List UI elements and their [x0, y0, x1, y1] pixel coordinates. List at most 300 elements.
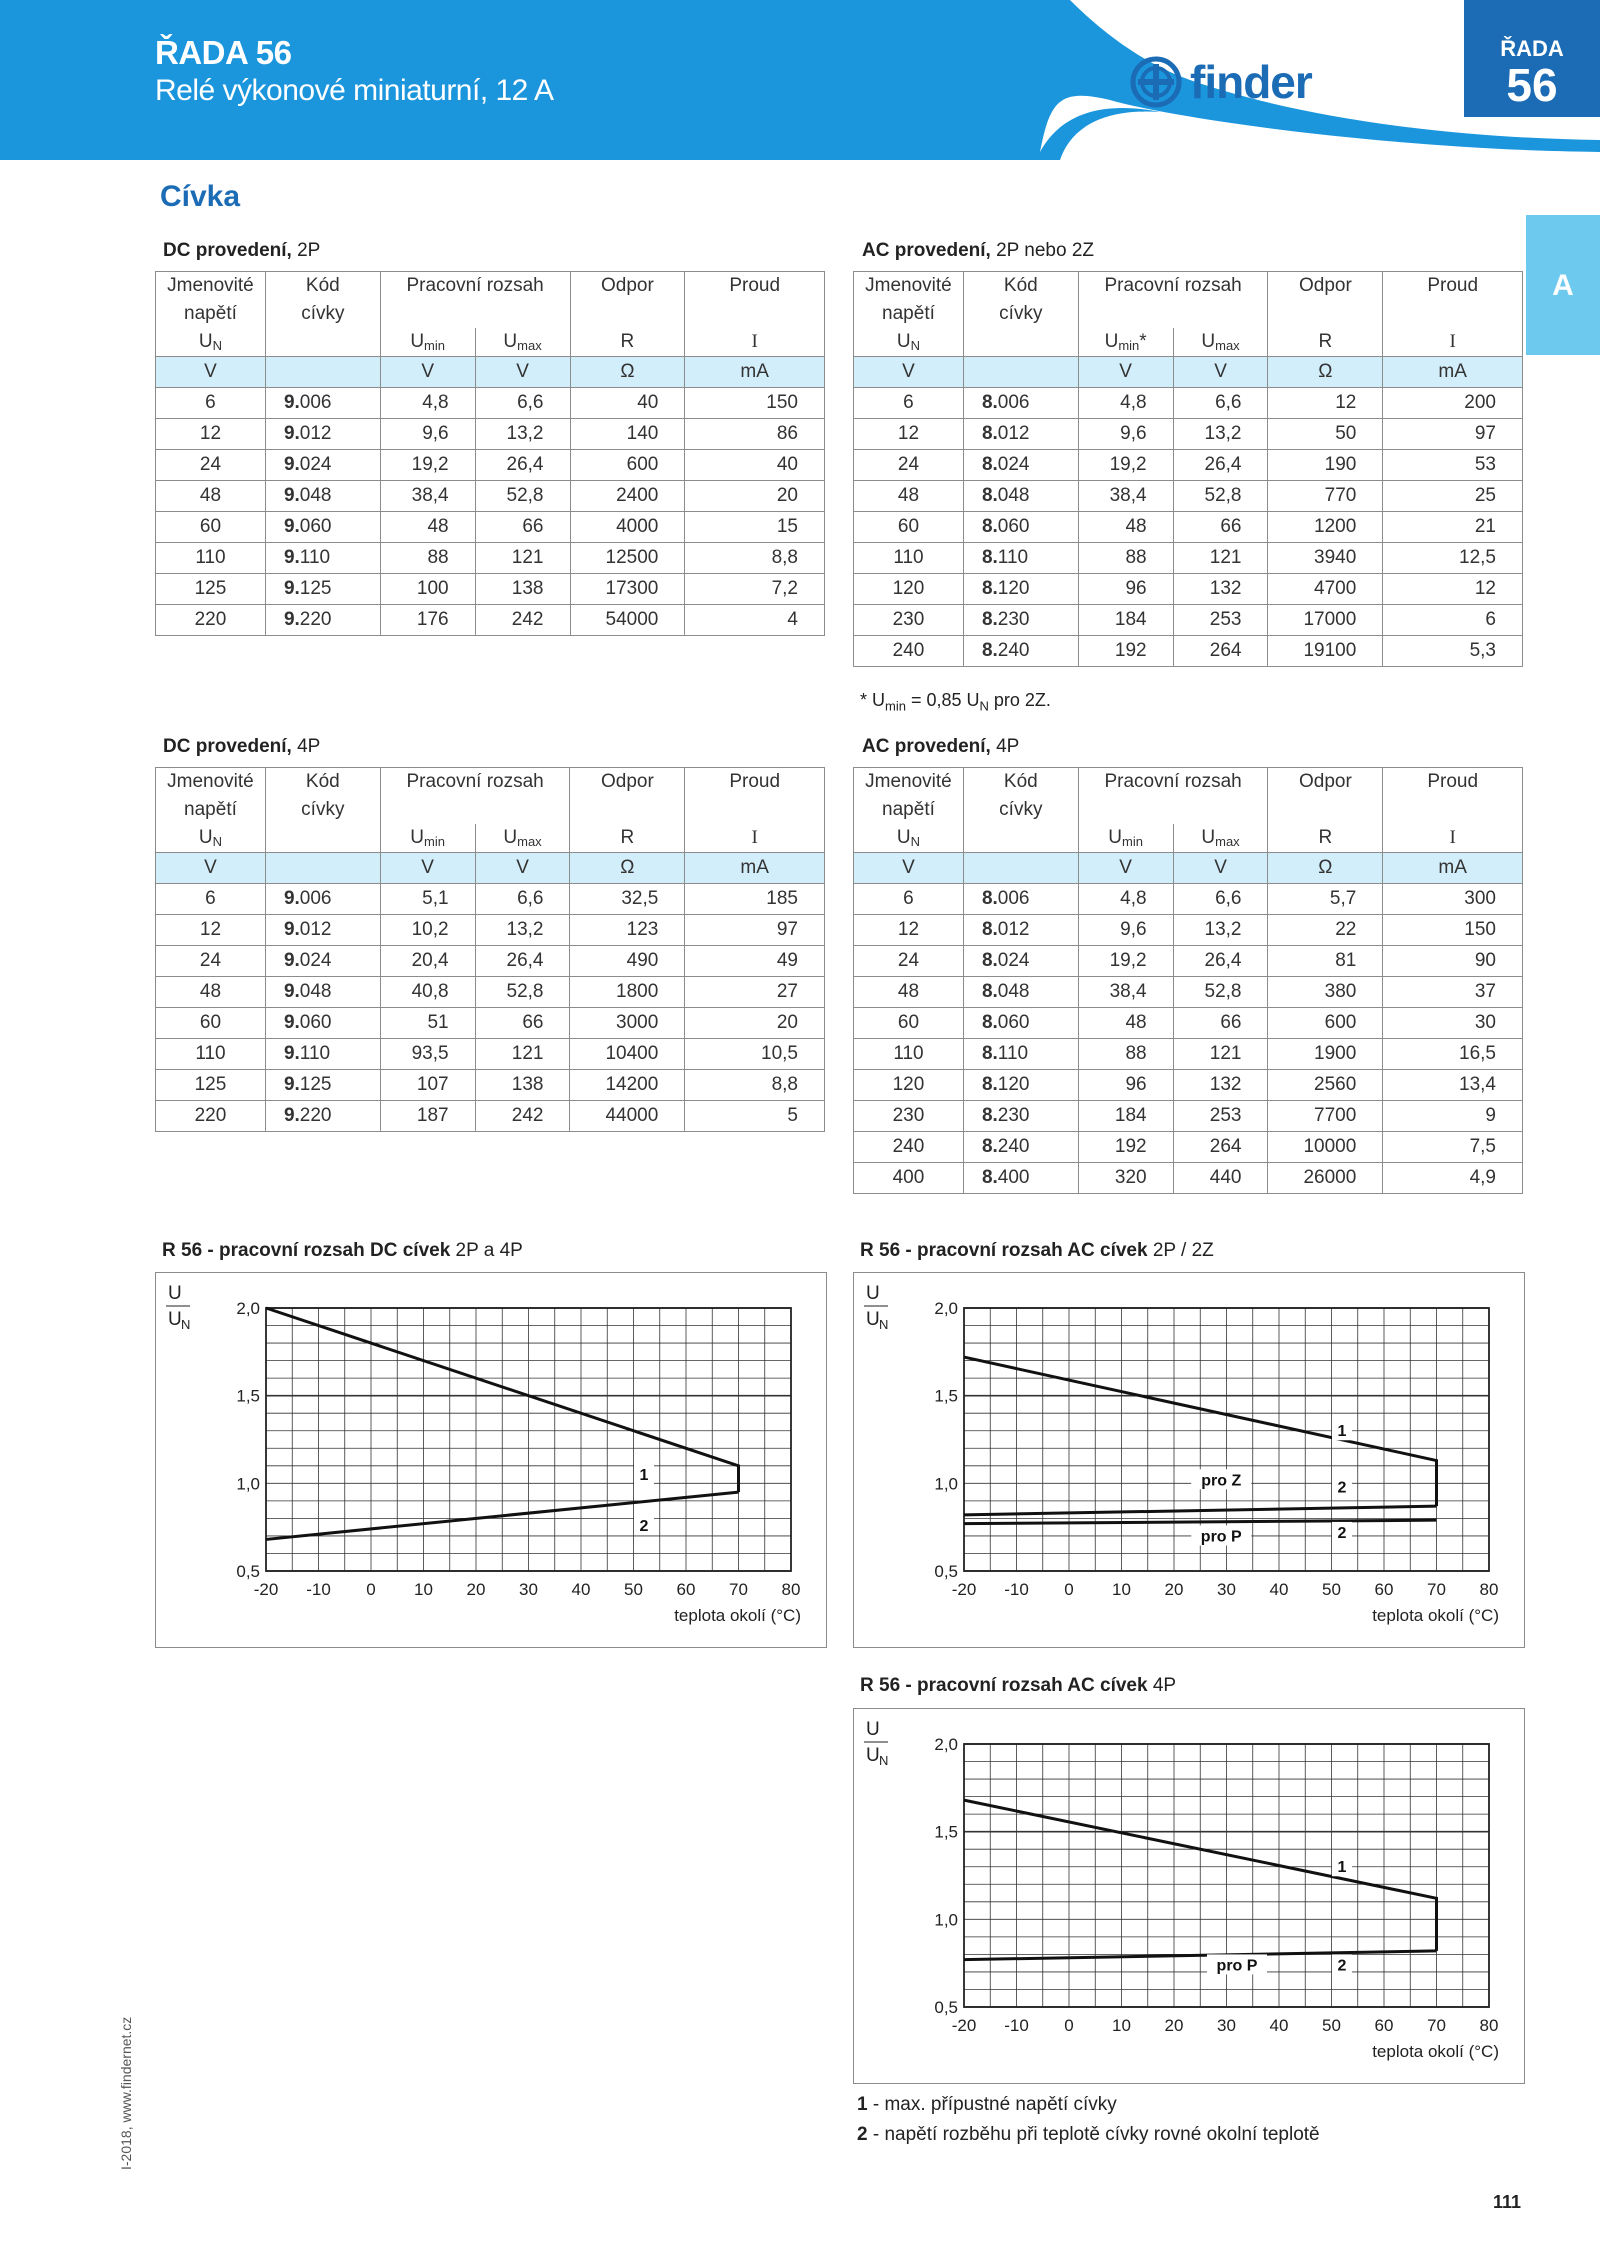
- series-tab-number: 56: [1506, 59, 1558, 111]
- coil-code-suffix: 012: [299, 423, 332, 444]
- unit-ohm: Ω: [570, 357, 685, 388]
- umin-footnote: * $U_{min} = 0,85$ $U_N$ pro 2Z.: [860, 690, 1051, 714]
- coil-code-prefix: 8.: [981, 1167, 998, 1188]
- table-row: [854, 1163, 1523, 1194]
- symbol-subscript: max: [517, 338, 542, 353]
- series-annotation: pro Z: [1201, 1472, 1242, 1490]
- coil-code-suffix: 060: [299, 1012, 332, 1033]
- table-symbol-row: [854, 824, 1523, 853]
- coil-code-suffix: 024: [997, 454, 1030, 475]
- header-resistance-2: [570, 796, 685, 824]
- symbol-umax: [475, 824, 570, 853]
- resistance-value: 3940: [1268, 543, 1383, 574]
- nominal-voltage: 125: [156, 574, 266, 605]
- table-row: [854, 1039, 1523, 1070]
- resistance-value: 32,5: [570, 884, 685, 915]
- coil-code-suffix: 060: [997, 516, 1030, 537]
- nominal-voltage: 120: [854, 574, 964, 605]
- coil-code: [963, 1101, 1078, 1132]
- resistance-value: 17000: [1268, 605, 1383, 636]
- y-axis-label-denominator: U: [866, 1309, 880, 1330]
- umin-value: 9,6: [1078, 419, 1173, 450]
- table-row: [156, 605, 825, 636]
- header-nominal-2: napětí: [156, 300, 266, 328]
- symbol-subscript: min: [424, 834, 445, 849]
- x-tick-label: 70: [1427, 2016, 1446, 2035]
- coil-code: [265, 388, 380, 419]
- nominal-voltage: 230: [854, 605, 964, 636]
- symbol-umax: [1173, 328, 1268, 357]
- y-axis-label: U: [168, 1283, 182, 1304]
- header-code: Kód: [265, 768, 380, 797]
- coil-code-suffix: 006: [997, 888, 1030, 909]
- coil-code: [963, 388, 1078, 419]
- nominal-voltage: 220: [156, 605, 266, 636]
- table-header-row: [854, 272, 1523, 301]
- coil-code-suffix: 110: [299, 547, 331, 568]
- chart-ac2p-svg: [854, 1273, 1524, 1647]
- table-header-row: [156, 768, 825, 797]
- coil-code-prefix: 8.: [981, 454, 998, 475]
- resistance-value: 380: [1268, 977, 1383, 1008]
- table-header-row: [156, 796, 825, 824]
- table-row: [854, 605, 1523, 636]
- resistance-value: 140: [570, 419, 685, 450]
- unit-v: V: [475, 357, 570, 388]
- series-annotation: 2: [1337, 1479, 1347, 1497]
- current-value: 7,5: [1383, 1132, 1523, 1163]
- header-current-2: [1383, 796, 1523, 824]
- umin-value: 19,2: [1078, 946, 1173, 977]
- chart-dc-svg: [156, 1273, 826, 1647]
- nominal-voltage: 230: [854, 1101, 964, 1132]
- current-value: 185: [685, 884, 825, 915]
- x-tick-label: 30: [519, 1580, 538, 1599]
- chart-ac2p: [853, 1272, 1525, 1648]
- umin-value: 48: [1078, 512, 1173, 543]
- unit-ohm: Ω: [1268, 357, 1383, 388]
- table-row: [156, 1008, 825, 1039]
- symbol: U: [1201, 827, 1216, 848]
- header-current-2: [1383, 300, 1523, 328]
- current-value: 27: [685, 977, 825, 1008]
- header-range-2: [380, 300, 570, 328]
- coil-code-prefix: 8.: [981, 888, 998, 909]
- symbol: U: [503, 331, 518, 352]
- x-tick-label: 70: [1427, 1580, 1446, 1599]
- current-value: 20: [685, 1008, 825, 1039]
- coil-code-prefix: 8.: [981, 640, 998, 661]
- y-tick-label: 1,5: [934, 1822, 958, 1842]
- coil-table-ac2p: [853, 271, 1523, 667]
- umin-value: 192: [1078, 636, 1173, 667]
- nominal-voltage: 110: [854, 543, 964, 574]
- umin-value: 4,8: [1078, 884, 1173, 915]
- symbol: U: [1108, 827, 1123, 848]
- table-row: [854, 977, 1523, 1008]
- umin-value: 19,2: [380, 450, 475, 481]
- umin-value: 192: [1078, 1132, 1173, 1163]
- x-tick-label: 30: [1217, 2016, 1236, 2035]
- symbol: U: [503, 827, 518, 848]
- table-row: [854, 419, 1523, 450]
- unit-code: [265, 357, 380, 388]
- unit-v: V: [380, 853, 475, 884]
- umax-value: 52,8: [1173, 481, 1268, 512]
- x-tick-label: -20: [253, 1580, 279, 1599]
- symbol-i: I: [685, 328, 825, 357]
- resistance-value: 490: [570, 946, 685, 977]
- umin-value: 9,6: [380, 419, 475, 450]
- nominal-voltage: 6: [156, 388, 266, 419]
- coil-code-prefix: 8.: [981, 1074, 998, 1095]
- symbol-subscript: N: [212, 338, 223, 353]
- unit-v: V: [854, 853, 964, 884]
- y-tick-label: 0,5: [934, 1998, 958, 2017]
- umin-value: 88: [1078, 1039, 1173, 1070]
- coil-code: [265, 1070, 380, 1101]
- series-line-2: [964, 1520, 1437, 1524]
- coil-code-suffix: 006: [299, 392, 332, 413]
- umin-value: 48: [380, 512, 475, 543]
- coil-code-suffix: 060: [299, 516, 332, 537]
- series-tab-label: ŘADA: [1500, 36, 1564, 61]
- current-value: 13,4: [1383, 1070, 1523, 1101]
- y-axis-label: U: [866, 1283, 880, 1304]
- table-row: [156, 1101, 825, 1132]
- symbol-i: I: [1383, 824, 1523, 853]
- header-nominal: Jmenovité: [156, 768, 266, 797]
- coil-code-prefix: 9.: [283, 392, 300, 413]
- x-tick-label: 50: [1322, 1580, 1341, 1599]
- coil-code-suffix: 125: [299, 1074, 332, 1095]
- symbol: U: [410, 331, 425, 352]
- umax-value: 6,6: [475, 388, 570, 419]
- header-current: Proud: [1383, 768, 1523, 797]
- umin-value: 100: [380, 574, 475, 605]
- symbol-r: R: [570, 824, 685, 853]
- coil-code-suffix: 240: [997, 1136, 1030, 1157]
- x-tick-label: 10: [1112, 2016, 1131, 2035]
- umin-value: 107: [380, 1070, 475, 1101]
- header-nominal-2: napětí: [854, 796, 964, 824]
- umin-value: 4,8: [380, 388, 475, 419]
- unit-v: V: [475, 853, 570, 884]
- symbol-subscript: N: [910, 338, 921, 353]
- umax-value: 138: [475, 1070, 570, 1101]
- current-value: 25: [1383, 481, 1523, 512]
- series-annotation: pro P: [1200, 1528, 1242, 1546]
- unit-v: V: [1078, 357, 1173, 388]
- x-tick-label: 40: [1269, 2016, 1289, 2035]
- header-resistance: Odpor: [570, 272, 685, 301]
- umin-value: 176: [380, 605, 475, 636]
- unit-code: [265, 853, 380, 884]
- symbol-subscript: max: [1215, 834, 1240, 849]
- coil-code-prefix: 9.: [283, 1012, 300, 1033]
- umax-value: 264: [1173, 1132, 1268, 1163]
- coil-code: [265, 419, 380, 450]
- current-value: 53: [1383, 450, 1523, 481]
- coil-code-suffix: 024: [997, 950, 1030, 971]
- resistance-value: 12: [1268, 388, 1383, 419]
- symbol-r: R: [570, 328, 685, 357]
- x-axis-label: teplota okolí (°C): [1372, 2042, 1499, 2061]
- coil-code-prefix: 9.: [283, 454, 300, 475]
- resistance-value: 12500: [570, 543, 685, 574]
- table-header-row: [854, 300, 1523, 328]
- coil-code-suffix: 012: [997, 919, 1030, 940]
- table-row: [156, 574, 825, 605]
- coil-code: [265, 1039, 380, 1070]
- symbol-subscript: min: [1122, 834, 1143, 849]
- umin-value: 187: [380, 1101, 475, 1132]
- coil-code-suffix: 230: [997, 1105, 1030, 1126]
- header-resistance: Odpor: [570, 768, 685, 797]
- nominal-voltage: 48: [854, 977, 964, 1008]
- current-value: 97: [1383, 419, 1523, 450]
- current-value: 7,2: [685, 574, 825, 605]
- current-value: 49: [685, 946, 825, 977]
- coil-code: [963, 1070, 1078, 1101]
- y-axis-label-subscript: N: [879, 1317, 889, 1332]
- coil-code-suffix: 230: [997, 609, 1030, 630]
- umin-value: 184: [1078, 1101, 1173, 1132]
- umax-value: 66: [1173, 1008, 1268, 1039]
- coil-table-dc4p: [155, 767, 825, 1132]
- coil-code: [963, 1008, 1078, 1039]
- umax-value: 440: [1173, 1163, 1268, 1194]
- table-header-row: [156, 272, 825, 301]
- umax-value: 253: [1173, 1101, 1268, 1132]
- chart-title-ac4p: R 56 - pracovní rozsah AC cívek 4P: [860, 1675, 1177, 1696]
- umin-value: 88: [380, 543, 475, 574]
- legend-item-1: 1 - max. přípustné napětí cívky: [857, 2094, 1117, 2115]
- coil-code: [963, 636, 1078, 667]
- umax-value: 26,4: [475, 946, 570, 977]
- umax-value: 121: [475, 543, 570, 574]
- header-code-2: cívky: [963, 796, 1078, 824]
- nominal-voltage: 220: [156, 1101, 266, 1132]
- table-row: [854, 1008, 1523, 1039]
- table-row: [156, 419, 825, 450]
- symbol-umin: [380, 328, 475, 357]
- coil-code-prefix: 9.: [283, 609, 300, 630]
- y-tick-label: 2,0: [934, 1299, 958, 1318]
- nominal-voltage: 6: [156, 884, 266, 915]
- umax-value: 66: [1173, 512, 1268, 543]
- x-tick-label: -20: [951, 1580, 977, 1599]
- nominal-voltage: 110: [156, 543, 266, 574]
- header-current-2: [685, 300, 825, 328]
- current-value: 12: [1383, 574, 1523, 605]
- chart-ac4p: [853, 1708, 1525, 2084]
- coil-code-suffix: 048: [997, 981, 1030, 1002]
- section-side-tab: A: [1526, 215, 1600, 355]
- current-value: 40: [685, 450, 825, 481]
- umax-value: 13,2: [1173, 419, 1268, 450]
- y-axis-label: U: [866, 1719, 880, 1740]
- coil-code: [963, 512, 1078, 543]
- header-nominal: Jmenovité: [156, 272, 266, 301]
- x-axis-label: teplota okolí (°C): [1372, 1606, 1499, 1625]
- coil-code-suffix: 110: [997, 1043, 1029, 1064]
- resistance-value: 1200: [1268, 512, 1383, 543]
- section-title: Cívka: [160, 180, 241, 213]
- coil-code: [963, 450, 1078, 481]
- header-resistance: Odpor: [1268, 768, 1383, 797]
- table-row: [156, 543, 825, 574]
- page-number: 111: [1493, 2192, 1522, 2212]
- umax-value: 52,8: [475, 481, 570, 512]
- umax-value: 6,6: [1173, 884, 1268, 915]
- resistance-value: 3000: [570, 1008, 685, 1039]
- coil-code: [265, 481, 380, 512]
- y-tick-label: 1,0: [236, 1474, 260, 1494]
- table-units-row: [156, 357, 825, 388]
- table-units-row: [854, 357, 1523, 388]
- coil-code: [963, 1039, 1078, 1070]
- x-tick-label: 40: [571, 1580, 591, 1599]
- header-code-2: cívky: [265, 300, 380, 328]
- table-row: [854, 884, 1523, 915]
- coil-code-prefix: 8.: [981, 1136, 998, 1157]
- coil-code: [265, 512, 380, 543]
- y-tick-label: 1,0: [934, 1910, 958, 1930]
- coil-code-prefix: 8.: [981, 919, 998, 940]
- symbol-code: [963, 328, 1078, 357]
- coil-code: [963, 574, 1078, 605]
- coil-code-suffix: 400: [997, 1167, 1030, 1188]
- coil-code-suffix: 110: [997, 547, 1029, 568]
- coil-code-prefix: 8.: [981, 485, 998, 506]
- table-row: [854, 388, 1523, 419]
- nominal-voltage: 125: [156, 1070, 266, 1101]
- series-annotation: 1: [639, 1467, 649, 1485]
- current-value: 30: [1383, 1008, 1523, 1039]
- header-current: Proud: [685, 768, 825, 797]
- coil-code-prefix: 9.: [283, 1074, 300, 1095]
- footer-website: I-2018, www.findernet.cz: [118, 2016, 134, 2170]
- coil-code-prefix: 9.: [283, 423, 300, 444]
- unit-v: V: [156, 853, 266, 884]
- nominal-voltage: 60: [854, 512, 964, 543]
- unit-code: [963, 853, 1078, 884]
- coil-code-suffix: 060: [997, 1012, 1030, 1033]
- coil-code-prefix: 9.: [283, 1043, 300, 1064]
- table-header-row: [854, 768, 1523, 797]
- symbol-code: [265, 824, 380, 853]
- symbol: U: [1201, 331, 1216, 352]
- unit-ma: mA: [1383, 357, 1523, 388]
- header-resistance-2: [570, 300, 685, 328]
- header-code: Kód: [265, 272, 380, 301]
- coil-code-suffix: 012: [299, 919, 332, 940]
- resistance-value: 40: [570, 388, 685, 419]
- header-nominal: Jmenovité: [854, 272, 964, 301]
- current-value: 15: [685, 512, 825, 543]
- coil-code-prefix: 9.: [283, 547, 300, 568]
- coil-code: [265, 543, 380, 574]
- y-axis-label-subscript: N: [181, 1317, 191, 1332]
- current-value: 20: [685, 481, 825, 512]
- umin-value: 96: [1078, 1070, 1173, 1101]
- nominal-voltage: 60: [156, 512, 266, 543]
- table-row: [854, 946, 1523, 977]
- coil-code: [265, 574, 380, 605]
- umin-value: 9,6: [1078, 915, 1173, 946]
- current-value: 37: [1383, 977, 1523, 1008]
- coil-code: [963, 977, 1078, 1008]
- header-nominal-2: napětí: [156, 796, 266, 824]
- symbol: U: [896, 331, 911, 352]
- resistance-value: 19100: [1268, 636, 1383, 667]
- umax-value: 13,2: [475, 915, 570, 946]
- current-value: 90: [1383, 946, 1523, 977]
- coil-code-prefix: 9.: [283, 578, 300, 599]
- coil-code: [963, 946, 1078, 977]
- umax-value: 132: [1173, 574, 1268, 605]
- header-range-2: [380, 796, 570, 824]
- coil-code: [265, 977, 380, 1008]
- umax-value: 26,4: [1173, 450, 1268, 481]
- table-row: [854, 915, 1523, 946]
- symbol-un: [854, 328, 964, 357]
- page-header: [0, 0, 1600, 160]
- header-nominal-2: napětí: [854, 300, 964, 328]
- umax-value: 26,4: [475, 450, 570, 481]
- nominal-voltage: 12: [854, 419, 964, 450]
- y-tick-label: 2,0: [236, 1299, 260, 1318]
- umax-value: 13,2: [1173, 915, 1268, 946]
- table-row: [156, 1070, 825, 1101]
- header-current: Proud: [685, 272, 825, 301]
- unit-ma: mA: [685, 853, 825, 884]
- symbol: U: [198, 331, 213, 352]
- coil-code-suffix: 048: [299, 485, 332, 506]
- coil-code-prefix: 9.: [283, 981, 300, 1002]
- x-tick-label: 80: [1479, 1580, 1499, 1599]
- coil-code-prefix: 8.: [981, 578, 998, 599]
- nominal-voltage: 240: [854, 1132, 964, 1163]
- coil-code-prefix: 9.: [283, 919, 300, 940]
- coil-code-prefix: 9.: [283, 888, 300, 909]
- resistance-value: 2400: [570, 481, 685, 512]
- y-tick-label: 0,5: [934, 1562, 958, 1581]
- coil-code-prefix: 8.: [981, 423, 998, 444]
- coil-code-suffix: 220: [299, 1105, 332, 1126]
- coil-code-prefix: 8.: [981, 950, 998, 971]
- table-row: [156, 388, 825, 419]
- nominal-voltage: 24: [156, 946, 266, 977]
- coil-code-suffix: 024: [299, 950, 332, 971]
- coil-code: [265, 450, 380, 481]
- symbol-un: [156, 824, 266, 853]
- x-tick-label: 20: [1164, 2016, 1184, 2035]
- unit-code: [963, 357, 1078, 388]
- y-axis-label-denominator: U: [168, 1309, 182, 1330]
- nominal-voltage: 24: [854, 450, 964, 481]
- x-tick-label: 60: [1374, 1580, 1394, 1599]
- nominal-voltage: 48: [156, 481, 266, 512]
- coil-code-suffix: 110: [299, 1043, 331, 1064]
- current-value: 300: [1383, 884, 1523, 915]
- resistance-value: 44000: [570, 1101, 685, 1132]
- table-header-row: [854, 796, 1523, 824]
- x-tick-label: 20: [1164, 1580, 1184, 1599]
- current-value: 8,8: [685, 543, 825, 574]
- symbol-subscript: max: [517, 834, 542, 849]
